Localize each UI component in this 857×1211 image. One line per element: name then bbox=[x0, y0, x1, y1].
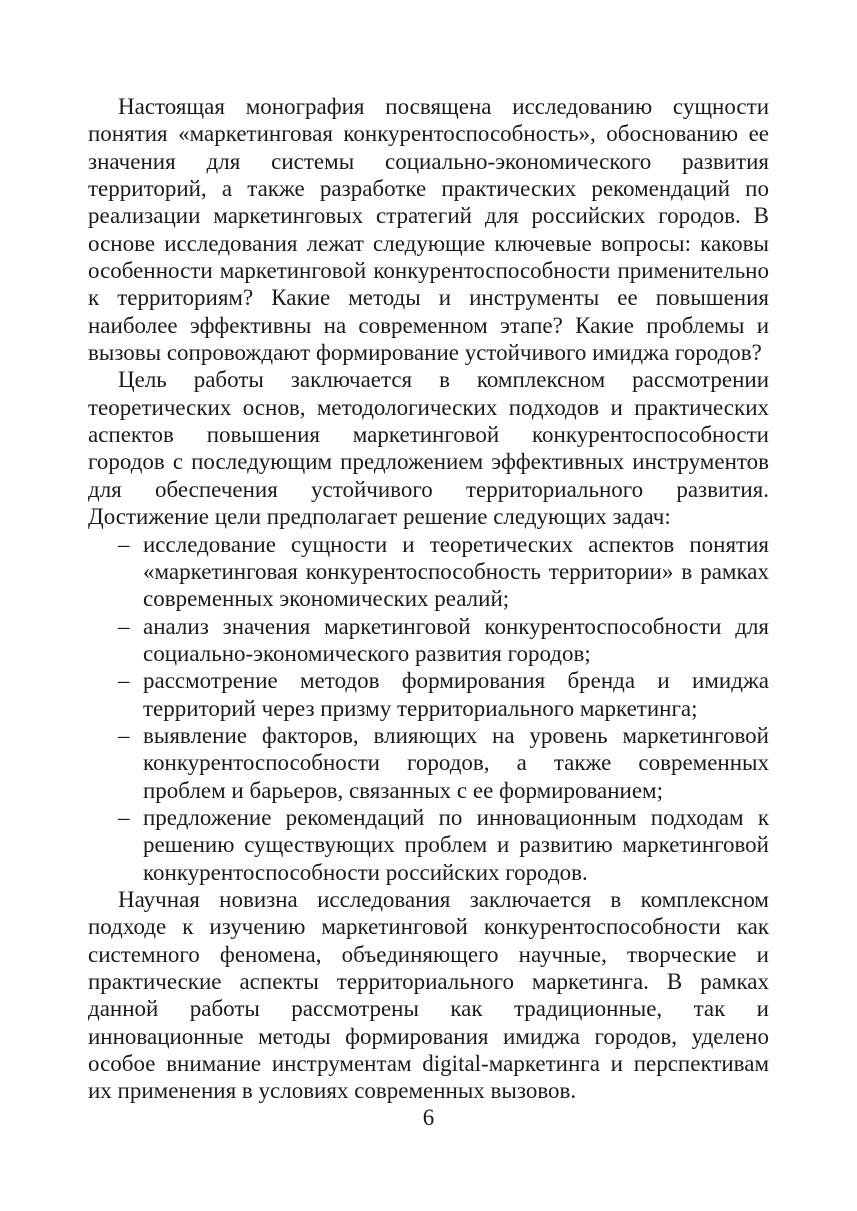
dash-bullet: – bbox=[118, 668, 130, 694]
list-item-text: исследование сущности и теоретических аспектов понятия «маркетинговая конкурентоспособность территории» в рамках современных экономических реалий; bbox=[143, 531, 769, 612]
list-item bbox=[88, 531, 769, 613]
list-item-text: анализ значения маркетинговой конкурентоспособности для социально-экономического развития городов; bbox=[143, 613, 769, 666]
dash-bullet: – bbox=[118, 804, 130, 830]
dash-bullet: – bbox=[118, 531, 130, 557]
list-item-text: рассмотрение методов формирования бренда и имиджа территорий через призму территориального маркетинга; bbox=[143, 668, 769, 721]
task-list bbox=[88, 531, 769, 886]
paragraph-goal: Цель работы заключается в комплексном рассмотрении теоретических основ, методологических подходов и практических аспектов повышения маркетинговой конкурентоспособности городов с последующим предложением эффективных инструментов для обеспечения устойчивого территориального развития. Достижение цели предполагает решение следующих задач: bbox=[88, 367, 769, 530]
list-item-text: выявление факторов, влияющих на уровень маркетинговой конкурентоспособности городов, а также современных проблем и барьеров, связанных с ее формированием; bbox=[143, 722, 769, 803]
dash-bullet: – bbox=[118, 613, 130, 639]
list-item bbox=[88, 804, 769, 886]
list-item bbox=[88, 667, 769, 722]
list-item bbox=[88, 613, 769, 668]
list-item-text: предложение рекомендаций по инновационным подходам к решению существующих проблем и развитию маркетинговой конкурентоспособности российских городов. bbox=[143, 804, 769, 885]
body-text bbox=[88, 93, 769, 1105]
dash-bullet: – bbox=[118, 722, 130, 748]
list-item bbox=[88, 722, 769, 804]
page-number: 6 bbox=[422, 1105, 435, 1130]
paragraph-novelty: Научная новизна исследования заключается в комплексном подходе к изучению маркетинговой конкурентоспособности как системного феномена, объединяющего научные, творческие и практические аспекты территориального маркетинга. В рамках данной работы рассмотрены как традиционные, так и инновационные методы формирования имиджа городов, уделено особое внимание инструментам digital-маркетинга и перспективам их применения в условиях современных вызовов. bbox=[88, 886, 769, 1104]
paragraph-intro: Настоящая монография посвящена исследованию сущности понятия «маркетинговая конкурентоспособность», обоснованию ее значения для системы социально-экономического развития территорий, а также разработке практических рекомендаций по реализации маркетинговых стратегий для российских городов. В основе исследования лежат следующие ключевые вопросы: каковы особенности маркетинговой конкурентоспособности применительно к территориям? Какие методы и инструменты ее повышения наиболее эффективны на современном этапе? Какие проблемы и вызовы сопровождают формирование устойчивого имиджа городов? bbox=[88, 94, 769, 366]
